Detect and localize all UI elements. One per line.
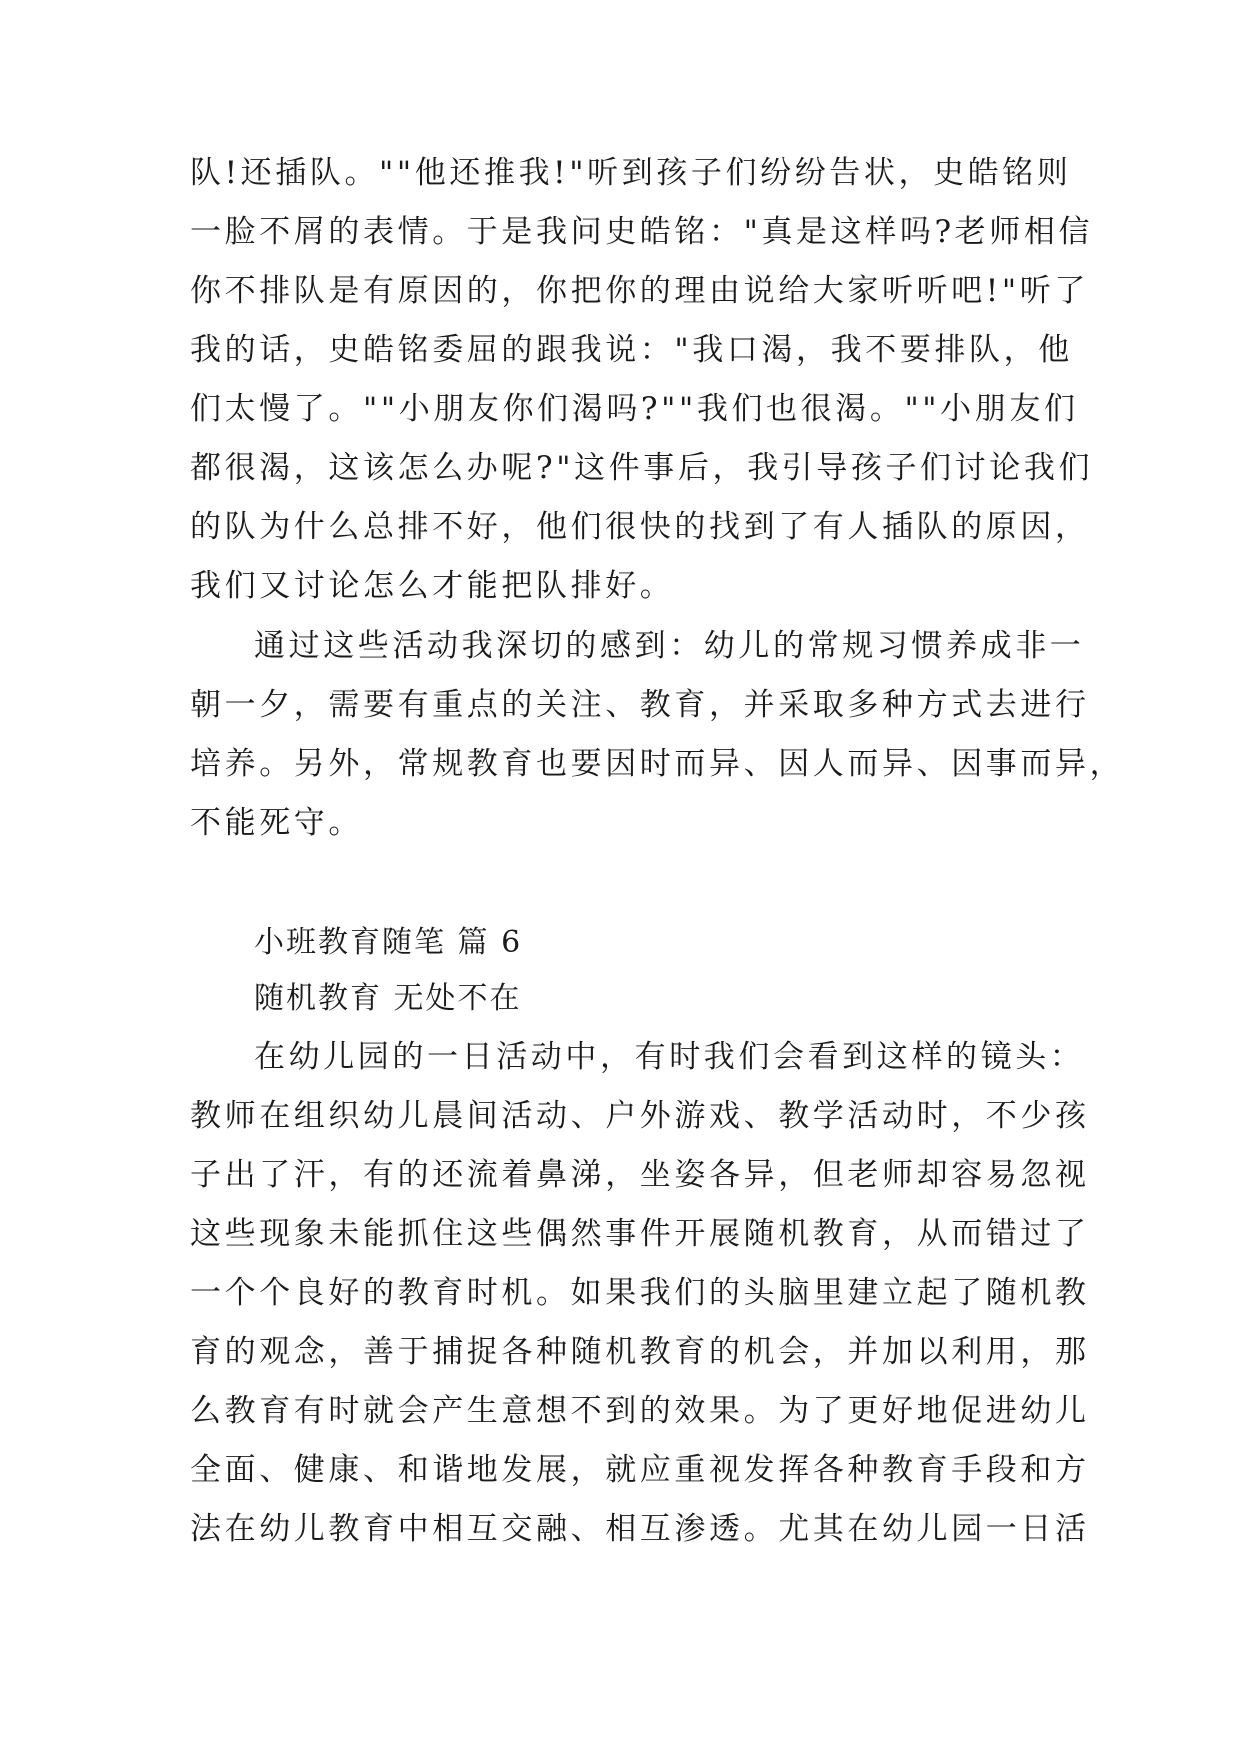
text-line: 都很渴，这该怎么办呢?"这件事后，我引导孩子们讨论我们 (190, 450, 1094, 486)
text-line: 培养。另外，常规教育也要因时而异、因人而异、因事而异， (190, 746, 1125, 782)
text-line: 朝一夕，需要有重点的关注、教育，并采取多种方式去进行 (190, 687, 1090, 723)
text-line: 一个个良好的教育时机。如果我们的头脑里建立起了随机教 (190, 1275, 1090, 1311)
text-line: 在幼儿园的一日活动中，有时我们会看到这样的镜头： (254, 1039, 1085, 1075)
text-line: 我们又讨论怎么才能把队排好。 (190, 568, 675, 604)
text-line: 一脸不屑的表情。于是我问史皓铭："真是这样吗?老师相信 (190, 214, 1094, 250)
text-line: 通过这些活动我深切的感到：幼儿的常规习惯养成非一 (254, 628, 1085, 664)
section-heading (190, 915, 1070, 1027)
text-line: 你不排队是有原因的，你把你的理由说给大家听听吧!"听了 (190, 273, 1089, 309)
section-subtitle: 随机教育 无处不在 (254, 981, 522, 1016)
text-line: 教师在组织幼儿晨间活动、户外游戏、教学活动时，不少孩 (190, 1098, 1090, 1134)
text-line: 么教育有时就会产生意想不到的效果。为了更好地促进幼儿 (190, 1393, 1090, 1429)
paragraph-1 (190, 144, 1094, 616)
paragraph-3 (190, 1028, 1090, 1559)
text-line: 队!还插队。""他还推我!"听到孩子们纷纷告状，史皓铭则 (190, 155, 1072, 191)
text-line: 我的话，史皓铭委屈的跟我说："我口渴，我不要排队，他 (190, 332, 1073, 368)
text-line: 的队为什么总排不好，他们很快的找到了有人插队的原因， (190, 509, 1090, 545)
text-line: 们太慢了。""小朋友你们渴吗?""我们也很渴。""小朋友们 (190, 391, 1079, 427)
text-line: 这些现象未能抓住这些偶然事件开展随机教育，从而错过了 (190, 1216, 1090, 1252)
text-line: 子出了汗，有的还流着鼻涕，坐姿各异，但老师却容易忽视 (190, 1157, 1090, 1193)
section-title: 小班教育随笔 篇 6 (254, 925, 523, 960)
text-line: 法在幼儿教育中相互交融、相互渗透。尤其在幼儿园一日活 (190, 1511, 1090, 1547)
text-line: 全面、健康、和谐地发展，就应重视发挥各种教育手段和方 (190, 1452, 1090, 1488)
text-line: 育的观念，善于捕捉各种随机教育的机会，并加以利用，那 (190, 1334, 1090, 1370)
text-line: 不能死守。 (190, 805, 363, 841)
paragraph-2 (190, 617, 1125, 853)
